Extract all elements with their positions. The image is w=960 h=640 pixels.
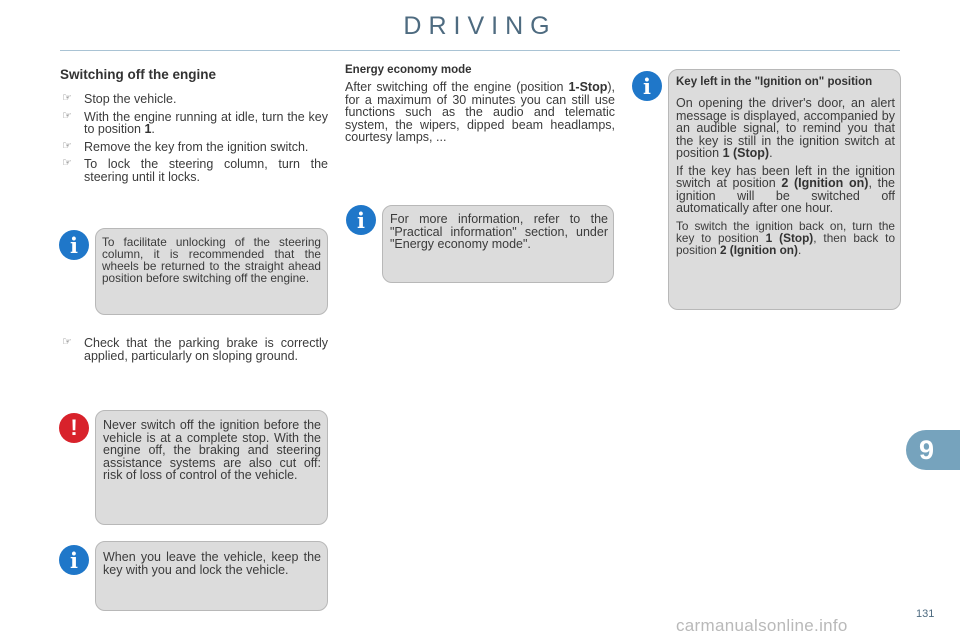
ignition-paragraph: On opening the driver's door, an alert message is displayed, accompanied by an audible signal, to remind you that the key is still in the ignition switch at position 1 (Stop). xyxy=(676,96,895,160)
info-icon: i xyxy=(59,230,89,260)
info-note: For more information, refer to the "Practical information" section, under "Energy economy mode". xyxy=(382,205,614,283)
page-title: DRIVING xyxy=(403,12,557,40)
energy-economy-text: After switching off the engine (position 1-Stop), for a maximum of 30 minutes you can still use functions such as the audio and telematic system, the wipers, dipped beam headlamps, courtesy lamps, ... xyxy=(345,80,615,144)
list-item: ☞ Stop the vehicle. xyxy=(62,92,177,106)
steps-list xyxy=(60,93,328,183)
warning-note: Never switch off the ignition before the vehicle is at a complete stop. With the engine off, the braking and steering assistance systems are also cut off: risk of loss of control of the vehicle. xyxy=(95,410,328,525)
pointing-hand-icon: ☞ xyxy=(62,157,72,169)
chapter-number: 9 xyxy=(919,434,935,465)
list-item: ☞ With the engine running at idle, turn the key to position 1. xyxy=(62,109,328,136)
pointing-hand-icon: ☞ xyxy=(62,109,72,122)
list-item: ☞ Check that the parking brake is correctly applied, particularly on sloping ground. xyxy=(62,336,328,363)
pointing-hand-icon: ☞ xyxy=(62,336,72,348)
info-icon: i xyxy=(632,71,662,101)
info-icon: i xyxy=(59,545,89,575)
header-divider xyxy=(60,50,900,51)
list-item: ☞ Remove the key from the ignition switch. xyxy=(62,139,309,154)
page-number: 131 xyxy=(916,608,935,620)
column-middle xyxy=(345,64,615,144)
parking-brake-step xyxy=(60,337,328,367)
ignition-paragraph: If the key has been left in the ignition switch at position 2 (Ignition on), the ignition will be switched off automatically after one hour. xyxy=(676,163,895,215)
energy-economy-title: Energy economy mode xyxy=(345,64,472,76)
pointing-hand-icon: ☞ xyxy=(62,139,72,152)
list-item: ☞ To lock the steering column, turn the steering until it locks. xyxy=(62,157,328,184)
ignition-note xyxy=(668,69,901,310)
chapter-tab xyxy=(906,430,960,470)
key-note: When you leave the vehicle, keep the key with you and lock the vehicle. xyxy=(95,541,328,611)
ignition-paragraph: To switch the ignition back on, turn the key to position 1 (Stop), then back to position 2 (Ignition on). xyxy=(676,218,896,257)
ignition-note-title: Key left in the "Ignition on" position xyxy=(676,76,873,88)
warning-icon: ! xyxy=(59,413,89,443)
section-title: Switching off the engine xyxy=(60,67,216,82)
pointing-hand-icon: ☞ xyxy=(62,92,72,104)
info-icon: i xyxy=(346,205,376,235)
steering-note: To facilitate unlocking of the steering column, it is recommended that the wheels be returned to the straight ahead position before switching off the engine. xyxy=(95,228,328,315)
column-left xyxy=(60,64,328,188)
watermark: carmanualsonline.info xyxy=(676,616,848,635)
